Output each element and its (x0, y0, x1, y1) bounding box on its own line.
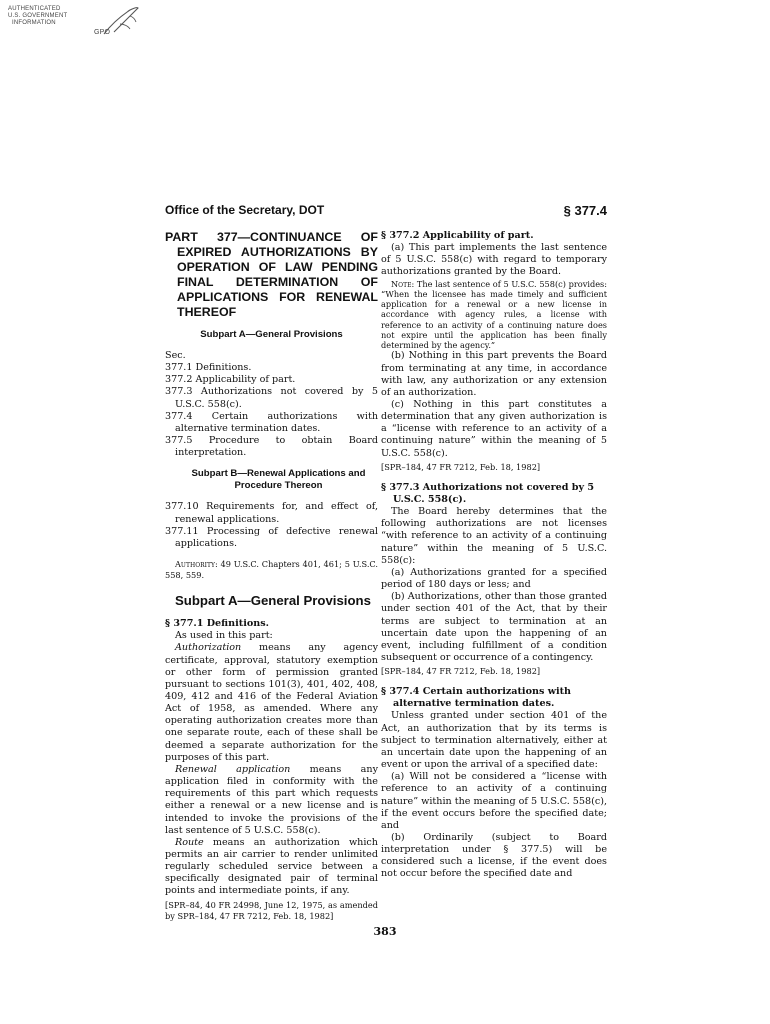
toc-item: 377.1 Definitions. (165, 362, 252, 374)
definition-paragraph (165, 642, 378, 764)
running-head (165, 203, 607, 221)
authority-label: Authority (175, 559, 215, 570)
authority-citation (165, 559, 378, 581)
paragraph: (a) This part implements the last sentence of 5 U.S.C. 558(c) with regard to temporary authorizations granted by the Board. (381, 242, 607, 278)
source-citation: [SPR–84, 40 FR 24998, June 12, 1975, as amended by SPR–184, 47 FR 7212, Feb. 18, 1982] (165, 899, 378, 921)
note-label: Note (391, 278, 412, 289)
right-column (381, 230, 607, 881)
source-citation: [SPR–184, 47 FR 7212, Feb. 18, 1982] (381, 666, 541, 677)
running-head-agency: Office of the Secretary, DOT (165, 203, 325, 217)
definition-paragraph (165, 837, 378, 898)
paragraph: (a) Will not be considered a “license with reference to an activity of a continuing nature” within the meaning of 5 U.S.C. 558(c), if the event occurs before the specified date; and (381, 771, 608, 831)
seal-text-line: GPO (94, 29, 111, 36)
gpo-authentication-seal (8, 4, 140, 42)
note (381, 279, 607, 351)
paragraph: The Board hereby determines that the following authorizations are not licenses “with reference to an activity of a continuing nature” within the meaning of 5 U.S.C. 558(c): (381, 506, 607, 566)
toc-item: 377.11 Processing of defective renewal applications. (165, 525, 378, 549)
defined-term: Renewal application (175, 763, 291, 775)
paragraph: Unless granted under section 401 of the Act, an authorization that by its terms is subject to termination alternatively, either at an uncertain date upon the happening of an event or upon the arrival of a specified date: (381, 710, 607, 771)
section-heading: § 377.4 Certain authorizations with alternative termination dates. (381, 686, 572, 710)
toc-subpart-a-heading: Subpart A—General Provisions (200, 329, 343, 340)
section-heading: § 377.3 Authorizations not covered by 5 U.S.C. 558(c). (381, 481, 595, 505)
definition-paragraph (165, 764, 378, 837)
definition-text: means an authorization which permits an air carrier to render unlimited regularly scheduled service between a specifically designated pair of terminal points and intermediate points, if any. (165, 836, 378, 897)
defined-term: Route (175, 836, 204, 848)
toc-item: 377.10 Requirements for, and effect of, renewal applications. (165, 501, 378, 525)
toc-item: 377.2 Applicability of part. (165, 374, 296, 386)
toc-item: 377.3 Authorizations not covered by 5 U.S.C. 558(c). (165, 386, 378, 410)
seal-text-line: U.S. GOVERNMENT (8, 13, 68, 19)
source-citation: [SPR–184, 47 FR 7212, Feb. 18, 1982] (381, 461, 541, 472)
left-column (165, 230, 378, 931)
definition-text: means any agency certificate, approval, statutory exemption or other form of permission granted pursuant to sections 101(3), 401, 402, 408, 409, 412 and 416 of the Federal Aviation Act of 1958, as amended. Where any operating authorization creates more than one separate route, each of these shall be deemed a separate authorization for the purposes of this part. (165, 642, 378, 763)
paragraph: (a) Authorizations granted for a specified period of 180 days or less; and (381, 566, 607, 591)
paragraph: (c) Nothing in this part constitutes a determination that any given authorization is a “license with reference to an activity of a continuing nature” within the meaning of 5 U.S.C. 558(c). (381, 399, 607, 459)
note-text: : The last sentence of 5 U.S.C. 558(c) provides: “When the licensee has made timely and sufficient application for a renewal or a new license in accordance with agency rules, a license with reference to an activity of a continuing nature does not expire until the application has been finally determined by the agency.” (381, 278, 607, 351)
toc-item: 377.5 Procedure to obtain Board interpretation. (165, 435, 378, 459)
section-heading: § 377.1 Definitions. (165, 618, 269, 630)
paragraph: (b) Nothing in this part prevents the Board from terminating at any time, in accordance with law, any authorization or any extension of an authorization. (381, 350, 607, 398)
running-head-section: § 377.4 (563, 203, 607, 218)
definition-text: means any application filed in conformity with the requirements of this part which requests either a renewal or a new license and is intended to invoke the provisions of the last sentence of 5 U.S.C. 558(c). (165, 763, 379, 836)
paragraph: (b) Ordinarily (subject to Board interpretation under § 377.5) will be considered such a license, if the event does not occur before the specified date and (381, 832, 607, 880)
section-heading: § 377.2 Applicability of part. (381, 230, 534, 241)
toc-item: 377.4 Certain authorizations with alternative termination dates. (165, 410, 378, 434)
toc-subpart-b-heading: Subpart B—Renewal Applications and Procedure Thereon (191, 468, 366, 492)
defined-term: Authorization (175, 642, 242, 654)
part-title: PART 377—CONTINUANCE OF EXPIRED AUTHORIZATIONS BY OPERATION OF LAW PENDING FINAL DETERMINATION OF APPLICATIONS FOR RENEWAL THEREOF (165, 230, 378, 319)
seal-text-line: INFORMATION (12, 20, 56, 26)
paragraph: (b) Authorizations, other than those granted under section 401 of the Act, that by their terms are subject to termination at an uncertain date upon the happening of an event, including fulfillment of a condition subsequent or occurrence of a contingency. (381, 591, 607, 663)
subpart-a-title: Subpart A—General Provisions (175, 593, 371, 609)
toc-sec-label: Sec. (165, 350, 186, 361)
page-number: 383 (373, 925, 397, 938)
paragraph: As used in this part: (175, 630, 273, 642)
authority-text: : 49 U.S.C. Chapters 401, 461; 5 U.S.C. 558, 559. (165, 559, 378, 581)
seal-text-line: AUTHENTICATED (8, 6, 61, 12)
eagle-icon (100, 4, 140, 38)
